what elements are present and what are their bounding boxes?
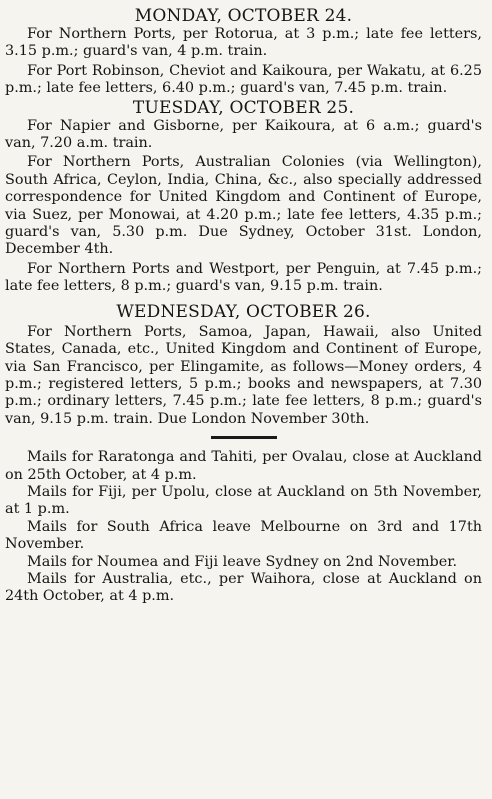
section-heading: MONDAY, OCTOBER 24.: [134, 6, 353, 26]
mails-list: [5, 449, 482, 606]
mail-notice-paragraph: For Napier and Gisborne, per Kaikoura, at 6 a.m.; guard's van, 7.20 a.m. train.: [5, 117, 482, 152]
section-heading: WEDNESDAY, OCTOBER 26.: [116, 301, 371, 322]
mails-item: Mails for Fiji, per Upolu, close at Auckland on 5th November, at 1 p.m.: [5, 483, 482, 518]
section-monday: [5, 6, 482, 98]
mails-item: Mails for South Africa leave Melbourne on 3rd and 17th November.: [5, 518, 482, 553]
section-wednesday: [5, 302, 482, 428]
mail-notice-paragraph: For Northern Ports, Samoa, Japan, Hawaii, also United States, Canada, etc., United Kingdom and Continent of Europe, via San Francisco, per Elingamite, as follows—Money orders, 4 p.m.; registered letters, 5 p.m.; books and newspapers, at 7.30 p.m.; ordinary letters, 7.45 p.m.; late fee letters, 8 p.m.; guard's van, 9.15 p.m. train. Due London November 30th.: [5, 323, 482, 427]
section-divider-rule: [211, 436, 277, 439]
section-heading: TUESDAY, OCTOBER 25.: [132, 97, 355, 118]
mail-notice-paragraph: For Northern Ports, Australian Colonies (via Wellington), South Africa, Ceylon, India, China, &c., also specially addressed correspondence for United Kingdom and Continent of Europe, via Suez, per Monowai, at 4.20 p.m.; late fee letters, 4.35 p.m.; guard's van, 5.30 p.m. Due Sydney, October 31st. London, December 4th.: [5, 154, 482, 258]
section-tuesday: [5, 98, 482, 296]
mails-item: Mails for Raratonga and Tahiti, per Ovalau, close at Auckland on 25th October, at 4 p.m.: [5, 449, 482, 483]
mails-item: Mails for Australia, etc., per Waihora, close at Auckland on 24th October, at 4 p.m.: [5, 570, 482, 605]
mail-notice-paragraph: For Port Robinson, Cheviot and Kaikoura, per Wakatu, at 6.25 p.m.; late fee letters, 6.40 p.m.; guard's van, 7.45 p.m. train.: [5, 62, 482, 97]
mails-item: Mails for Noumea and Fiji leave Sydney on 2nd November.: [27, 553, 458, 570]
mail-notice-paragraph: For Northern Ports, per Rotorua, at 3 p.m.; late fee letters, 3.15 p.m.; guard's van, 4 p.m. train.: [5, 26, 482, 60]
mail-notice-paragraph: For Northern Ports and Westport, per Penguin, at 7.45 p.m.; late fee letters, 8 p.m.; guard's van, 9.15 p.m. train.: [5, 260, 482, 295]
